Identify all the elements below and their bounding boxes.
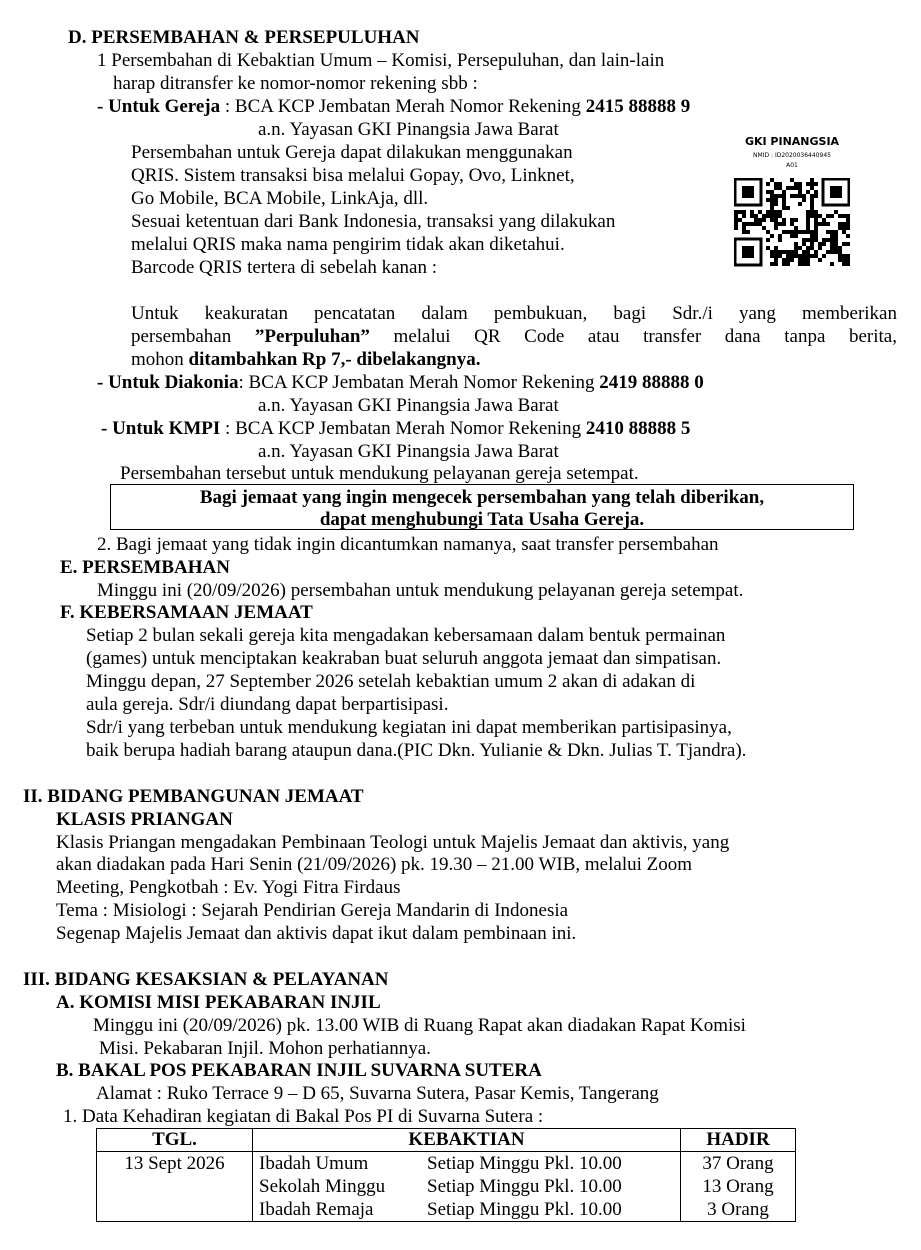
diakonia-label: - Untuk Diakonia <box>97 372 239 393</box>
kmpi-account-holder: a.n. Yayasan GKI Pinangsia Jawa Barat <box>258 441 559 462</box>
kmpi-text: : BCA KCP Jembatan Merah Nomor Rekening <box>220 418 586 439</box>
section-f-line-4: aula gereja. Sdr/i diundang dapat berpartisipasi. <box>86 694 449 715</box>
gereja-text: : BCA KCP Jembatan Merah Nomor Rekening <box>220 96 586 117</box>
section-ii-line-5: Segenap Majelis Jemaat dan aktivis dapat ikut dalam pembinaan ini. <box>56 923 577 944</box>
section-iii-a-line-1: Minggu ini (20/09/2026) pk. 13.00 WIB di Ruang Rapat akan diadakan Rapat Komisi <box>93 1015 746 1036</box>
qris-line-6: Barcode QRIS tertera di sebelah kanan : <box>131 257 437 278</box>
service-time: Setiap Minggu Pkl. 10.00 <box>427 1176 622 1197</box>
accuracy-line-2-post: melalui QR Code atau transfer dana tanpa berita, <box>369 326 897 347</box>
section-iii-b-item-1: 1. Data Kehadiran kegiatan di Bakal Pos PI di Suvarna Sutera : <box>63 1106 544 1127</box>
section-f-line-2: (games) untuk menciptakan keakraban buat seluruh anggota jemaat dan simpatisan. <box>86 648 722 669</box>
diakonia-account-number: 2419 88888 0 <box>599 372 704 393</box>
diakonia-account-holder: a.n. Yayasan GKI Pinangsia Jawa Barat <box>258 395 559 416</box>
service-time: Setiap Minggu Pkl. 10.00 <box>427 1199 622 1220</box>
diakonia-text: : BCA KCP Jembatan Merah Nomor Rekening <box>238 372 600 393</box>
qris-line-3: Go Mobile, BCA Mobile, LinkAja, dll. <box>131 188 429 209</box>
qris-code: A01 <box>786 162 798 169</box>
attendance-count: 37 Orang <box>702 1153 774 1174</box>
section-f-line-6: baik berupa hadiah barang ataupun dana.(PIC Dkn. Yulianie & Dkn. Julias T. Tjandra). <box>86 740 747 761</box>
section-ii-line-1: Klasis Priangan mengadakan Pembinaan Teologi untuk Majelis Jemaat dan aktivis, yang <box>56 832 730 853</box>
gereja-account-line <box>97 95 690 118</box>
attendance-count: 3 Orang <box>707 1199 769 1220</box>
column-header-service: KEBAKTIAN <box>253 1129 681 1152</box>
section-ii-line-3: Meeting, Pengkotbah : Ev. Yogi Fitra Firdaus <box>56 877 401 898</box>
attendance-date: 13 Sept 2026 <box>97 1152 253 1222</box>
service-name: Ibadah Remaja <box>259 1199 374 1220</box>
qris-line-4: Sesuai ketentuan dari Bank Indonesia, transaksi yang dilakukan <box>131 211 616 232</box>
service-time: Setiap Minggu Pkl. 10.00 <box>427 1153 622 1174</box>
attendance-table <box>96 1128 796 1222</box>
section-d-intro-line-1: 1 Persembahan di Kebaktian Umum – Komisi, Persepuluhan, dan lain-lain <box>97 50 665 71</box>
qris-nmid: NMID : ID2020036440945 <box>753 152 831 159</box>
service-row <box>259 1198 674 1221</box>
column-header-attendance: HADIR <box>681 1129 796 1152</box>
qr-code-icon <box>734 178 850 268</box>
table-row <box>97 1152 796 1222</box>
support-line: Persembahan tersebut untuk mendukung pelayanan gereja setempat. <box>120 463 639 484</box>
section-f-heading: F. KEBERSAMAAN JEMAAT <box>60 602 313 623</box>
section-f-line-5: Sdr/i yang terbeban untuk mendukung kegiatan ini dapat memberikan partisipasinya, <box>86 717 732 738</box>
qris-card <box>726 132 858 272</box>
qris-line-5: melalui QRIS maka nama pengirim tidak akan diketahui. <box>131 234 565 255</box>
diakonia-account-line <box>97 371 704 394</box>
section-ii-heading: II. BIDANG PEMBANGUNAN JEMAAT <box>23 786 364 807</box>
service-row <box>259 1175 674 1198</box>
section-e-heading: E. PERSEMBAHAN <box>60 557 230 578</box>
accuracy-line-3 <box>131 348 481 371</box>
attendance-services <box>253 1152 681 1222</box>
section-e-text: Minggu ini (20/09/2026) persembahan untuk mendukung pelayanan gereja setempat. <box>97 580 744 601</box>
gereja-label: - Untuk Gereja <box>97 96 221 117</box>
section-iii-a-heading: A. KOMISI MISI PEKABARAN INJIL <box>56 992 381 1013</box>
section-iii-b-heading: B. BAKAL POS PEKABARAN INJIL SUVARNA SUTERA <box>56 1060 542 1081</box>
gereja-account-holder: a.n. Yayasan GKI Pinangsia Jawa Barat <box>258 119 559 140</box>
info-box <box>110 484 854 530</box>
info-box-line-2: dapat menghubungi Tata Usaha Gereja. <box>319 509 645 530</box>
section-d-intro-line-2: harap ditransfer ke nomor-nomor rekening sbb : <box>113 73 478 94</box>
service-name: Ibadah Umum <box>259 1153 369 1174</box>
perpuluhan-term: ”Perpuluhan” <box>254 326 370 347</box>
accuracy-line-2 <box>131 325 897 348</box>
section-d-heading: D. PERSEMBAHAN & PERSEPULUHAN <box>68 27 420 48</box>
accuracy-line-1: Untuk keakuratan pencatatan dalam pembukuan, bagi Sdr./i yang memberikan <box>131 303 897 324</box>
section-iii-heading: III. BIDANG KESAKSIAN & PELAYANAN <box>23 969 389 990</box>
service-row <box>259 1152 674 1175</box>
attendance-counts <box>681 1152 796 1222</box>
attendance-table-header <box>97 1129 796 1152</box>
section-d-item-2: 2. Bagi jemaat yang tidak ingin dicantumkan namanya, saat transfer persembahan <box>97 534 719 555</box>
qris-merchant-name: GKI PINANGSIA <box>744 135 840 148</box>
accuracy-instruction: ditambahkan Rp 7,- dibelakangnya. <box>188 349 481 370</box>
section-ii-subheading: KLASIS PRIANGAN <box>56 809 233 830</box>
section-ii-line-4: Tema : Misiologi : Sejarah Pendirian Gereja Mandarin di Indonesia <box>56 900 569 921</box>
qris-line-2: QRIS. Sistem transaksi bisa melalui Gopay, Ovo, Linknet, <box>131 165 575 186</box>
section-iii-a-line-2: Misi. Pekabaran Injil. Mohon perhatiannya. <box>99 1038 431 1059</box>
section-f-line-3: Minggu depan, 27 September 2026 setelah kebaktian umum 2 akan di adakan di <box>86 671 696 692</box>
accuracy-line-2-pre: persembahan <box>131 326 255 347</box>
attendance-count: 13 Orang <box>702 1176 774 1197</box>
section-iii-b-address: Alamat : Ruko Terrace 9 – D 65, Suvarna Sutera, Pasar Kemis, Tangerang <box>96 1083 659 1104</box>
gereja-account-number: 2415 88888 9 <box>585 96 691 117</box>
kmpi-account-number: 2410 88888 5 <box>585 418 691 439</box>
section-ii-line-2: akan diadakan pada Hari Senin (21/09/2026) pk. 19.30 – 21.00 WIB, melalui Zoom <box>56 854 693 875</box>
section-f-line-1: Setiap 2 bulan sekali gereja kita mengadakan kebersamaan dalam bentuk permainan <box>86 625 726 646</box>
column-header-date: TGL. <box>97 1129 253 1152</box>
kmpi-account-line <box>101 417 690 440</box>
accuracy-line-3-pre: mohon <box>131 349 189 370</box>
info-box-line-1: Bagi jemaat yang ingin mengecek persembahan yang telah diberikan, <box>199 487 765 508</box>
service-name: Sekolah Minggu <box>259 1176 386 1197</box>
qris-line-1: Persembahan untuk Gereja dapat dilakukan menggunakan <box>131 142 573 163</box>
kmpi-label: - Untuk KMPI <box>101 418 221 439</box>
